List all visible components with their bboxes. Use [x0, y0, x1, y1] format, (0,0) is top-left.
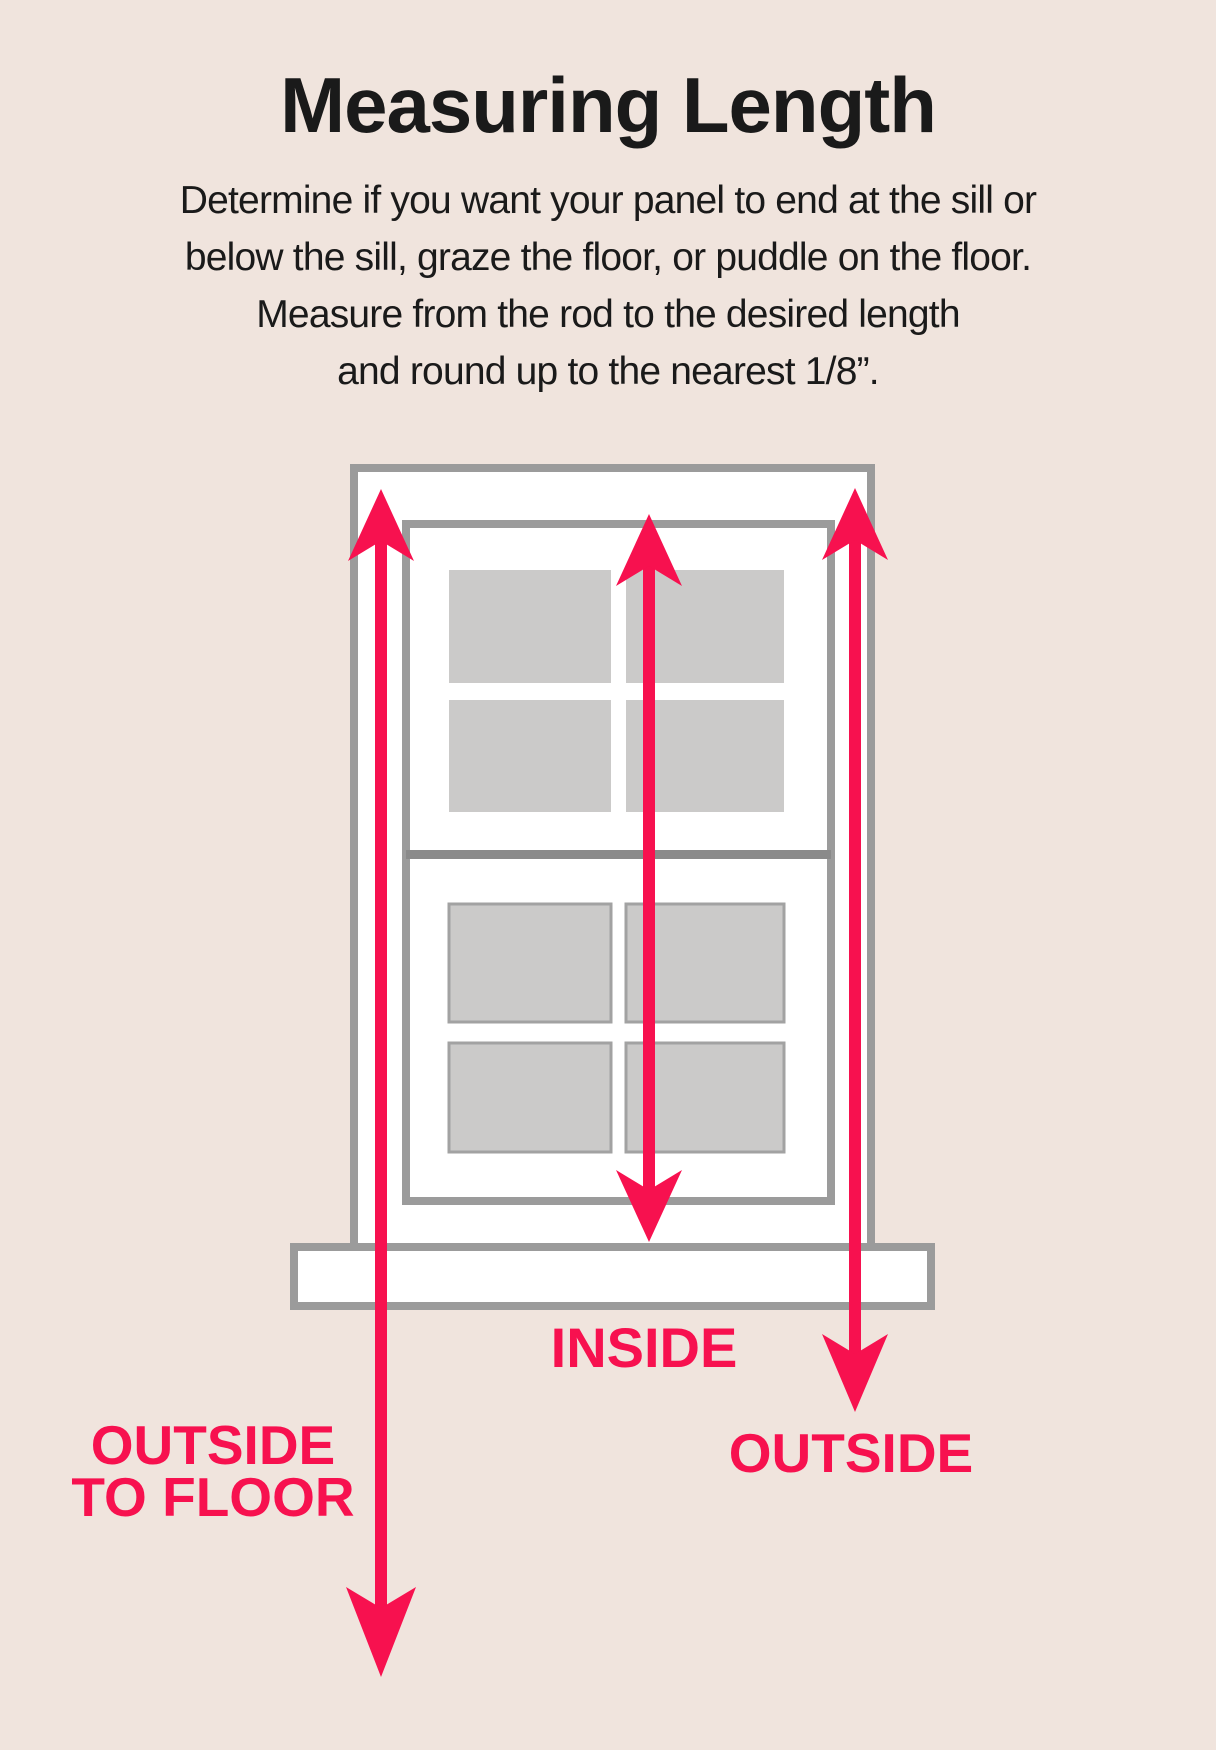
outside-to-floor-arrow-shaft — [375, 535, 387, 1612]
label-outside: OUTSIDE — [728, 1422, 974, 1484]
subtitle-line: Measure from the rod to the desired length — [256, 293, 960, 336]
page-title: Measuring Length — [280, 61, 936, 149]
window-meeting-rail — [406, 850, 831, 859]
subtitle-line: Determine if you want your panel to end at the sill or — [179, 179, 1037, 222]
label-outside-to-floor-line: OUTSIDE — [90, 1414, 336, 1476]
upper-sash-pane — [449, 700, 611, 812]
label-outside-to-floor — [71, 1414, 355, 1528]
window-sill — [294, 1247, 931, 1306]
subtitle-line: below the sill, graze the floor, or puddle on the floor. — [184, 236, 1032, 279]
lower-sash-pane — [449, 904, 611, 1022]
lower-sash-pane — [449, 1043, 611, 1152]
inside-arrow-shaft — [643, 560, 655, 1190]
subtitle-line: and round up to the nearest 1/8”. — [337, 350, 879, 393]
label-inside: INSIDE — [550, 1316, 738, 1379]
outside-arrow-shaft — [849, 534, 861, 1358]
upper-sash-pane — [449, 570, 611, 683]
label-outside-to-floor-line: TO FLOOR — [71, 1466, 355, 1528]
